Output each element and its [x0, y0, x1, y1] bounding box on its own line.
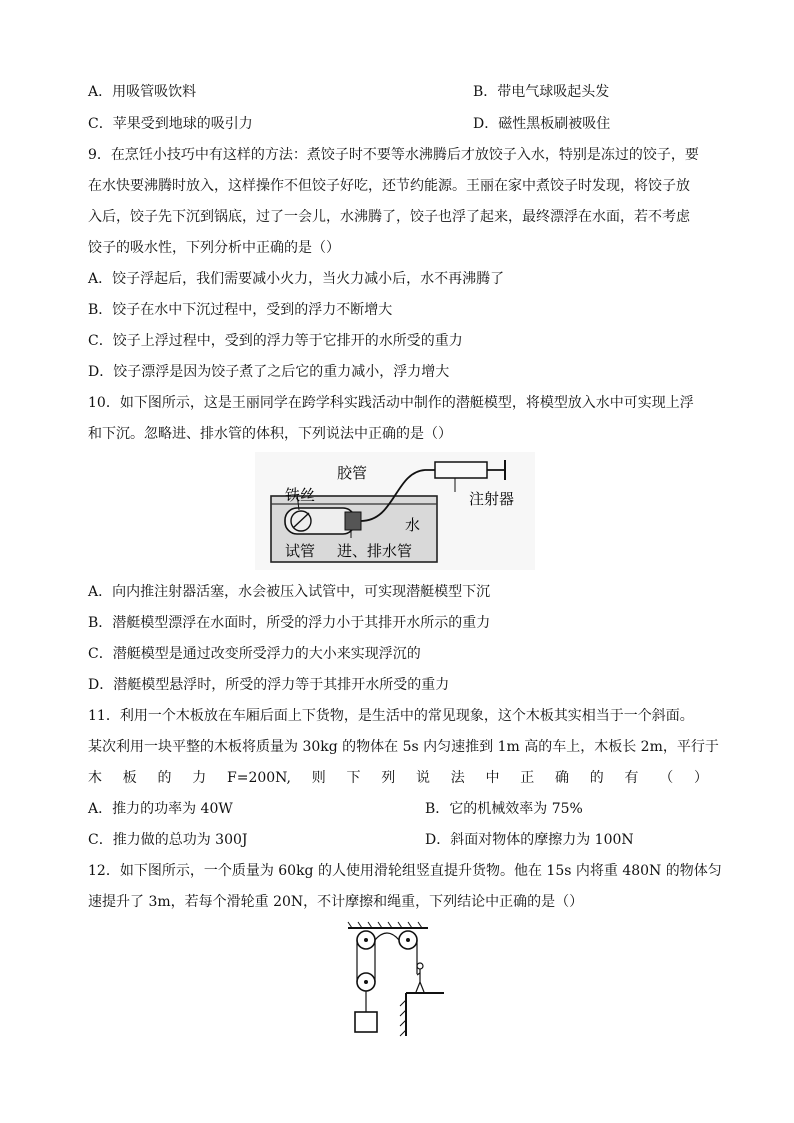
q11-token: 有 [624, 770, 639, 786]
q12-stem-line: 速提升了 3m，若每个滑轮重 20N，不计摩擦和绳重，下列结论中正确的是（） [88, 894, 584, 910]
pulley-axle [364, 980, 368, 984]
q11-option-d: D．斜面对物体的摩擦力为 100N [425, 832, 634, 848]
q11-token: 中 [485, 770, 500, 786]
q9-stem-line: 饺子的吸水性，下列分析中正确的是（） [88, 240, 340, 256]
label-test-tube: 试管 [285, 542, 316, 560]
q11-stem-justified-line [88, 768, 708, 788]
q11-stem-line: 某次利用一块平整的木板将质量为 30kg 的物体在 5s 内匀速推到 1m 高的车上，木板长 2m，平行于 [88, 739, 719, 755]
person-head [417, 963, 423, 969]
q8-option-a: A．用吸管吸饮料 [88, 84, 197, 100]
q9-option-c: C．饺子上浮过程中，受到的浮力等于它排开的水所受的重力 [88, 333, 463, 349]
q10-option-c: C．潜艇模型是通过改变所受浮力的大小来实现浮沉的 [88, 646, 421, 662]
pulley-axle [406, 938, 410, 942]
q8-option-c: C．苹果受到地球的吸引力 [88, 116, 253, 132]
q11-token: 确 [554, 770, 569, 786]
syringe-barrel [435, 462, 487, 478]
q9-stem-line: 在水快要沸腾时放入，这样操作不但饺子好吃，还节约能源。王丽在家中煮饺子时发现，将饺子放 [88, 178, 690, 194]
q9-option-b: B．饺子在水中下沉过程中，受到的浮力不断增大 [88, 302, 393, 318]
q11-token: 法 [450, 770, 465, 786]
q11-token: ） [693, 770, 708, 786]
q11-token: 力 [192, 770, 207, 786]
q11-token: 列 [381, 770, 396, 786]
q11-token: 下 [346, 770, 361, 786]
q10-stem-line: 10．如下图所示，这是王丽同学在跨学科实践活动中制作的潜艇模型，将模型放入水中可实现上浮 [88, 395, 694, 411]
q11-token: （ [659, 770, 674, 786]
label-iron-wire: 铁丝 [285, 486, 316, 504]
load-block [355, 1012, 377, 1032]
q11-stem-line: 11．利用一个木板放在车厢后面上下货物，是生活中的常见现象，这个木板其实相当于一个斜面。 [88, 708, 694, 724]
q8-option-b: B．带电气球吸起头发 [473, 84, 610, 100]
q9-option-d: D．饺子漂浮是因为饺子煮了之后它的重力减小，浮力增大 [88, 364, 450, 380]
label-water: 水 [405, 516, 421, 534]
q11-token: 的 [589, 770, 604, 786]
label-rubber-tube: 胶管 [337, 464, 368, 482]
q11-token: 正 [520, 770, 535, 786]
q10-stem-line: 和下沉。忽略进、排水管的体积，下列说法中正确的是（） [88, 426, 452, 442]
q11-token: 板 [122, 770, 137, 786]
pulley-system-figure [340, 920, 450, 1038]
rubber-stopper [345, 512, 361, 530]
q10-option-d: D．潜艇模型悬浮时，所受的浮力等于其排开水所受的重力 [88, 677, 450, 693]
q10-option-b: B．潜艇模型漂浮在水面时，所受的浮力小于其排开水所示的重力 [88, 615, 491, 631]
q9-option-a: A．饺子浮起后，我们需要减小火力，当火力减小后，水不再沸腾了 [88, 271, 505, 287]
q12-stem-line: 12．如下图所示，一个质量为 60kg 的人使用滑轮组竖直提升货物。他在 15s 内将重 480N 的物体匀 [88, 863, 722, 879]
pulley-axle [364, 938, 368, 942]
q11-token: 的 [157, 770, 172, 786]
q9-stem-line: 入后，饺子先下沉到锅底，过了一会儿，水沸腾了，饺子也浮了起来，最终漂浮在水面，若不考虑 [88, 209, 690, 225]
q8-option-d: D．磁性黑板刷被吸住 [473, 116, 611, 132]
q11-option-b: B．它的机械效率为 75% [425, 801, 583, 817]
q11-token: 木 [88, 770, 102, 786]
q11-token: F=200N, [227, 770, 291, 786]
q10-option-a: A．向内推注射器活塞，水会被压入试管中，可实现潜艇模型下沉 [88, 584, 491, 600]
label-syringe: 注射器 [469, 490, 515, 508]
q11-token: 则 [311, 770, 326, 786]
label-inlet-outlet-pipe: 进、排水管 [337, 542, 413, 560]
q11-option-a: A．推力的功率为 40W [88, 801, 233, 817]
q11-option-c: C．推力做的总功为 300J [88, 832, 248, 848]
q11-token: 说 [415, 770, 430, 786]
submarine-model-figure [255, 452, 535, 570]
q9-stem-line: 9．在烹饪小技巧中有这样的方法：煮饺子时不要等水沸腾后才放饺子入水，特别是冻过的饺子，要 [88, 147, 699, 163]
